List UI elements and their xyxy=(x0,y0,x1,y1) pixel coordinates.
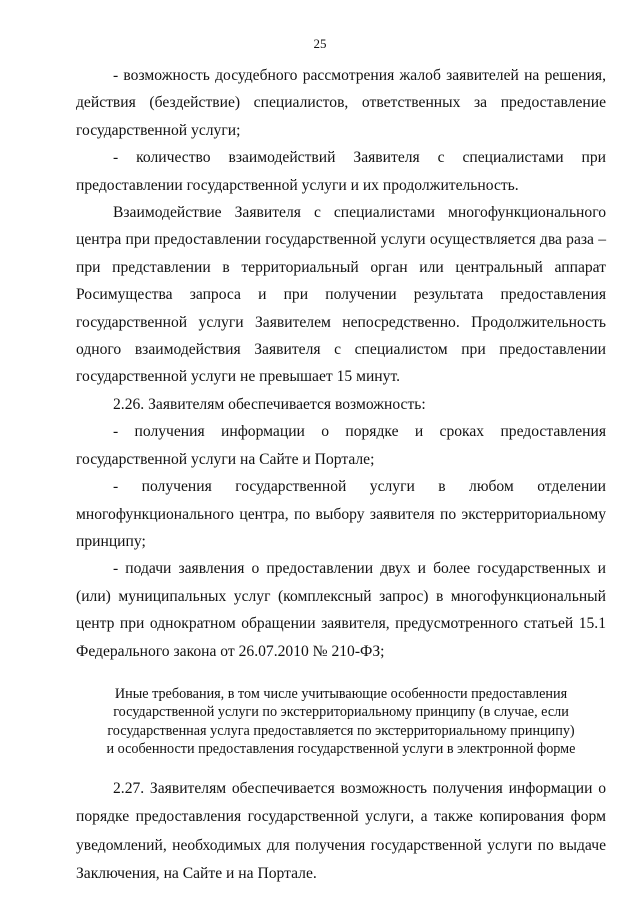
paragraph-info-obtaining: - получения информации о порядке и сроках предоставления государственной услуги на Сайте и Портале; xyxy=(76,423,606,468)
paragraph-interaction-count: - количество взаимодействий Заявителя с специалистами при предоставлении государственной услуги и их продолжительность. xyxy=(76,149,606,194)
section-heading-line: государственная услуга предоставляется по экстерриториальному принципу) xyxy=(107,722,575,739)
paragraph-appeal-possibility: - возможность досудебного рассмотрения жалоб заявителей на решения, действия (бездействие) специалистов, ответственных за предоставление государственной услуги; xyxy=(76,67,606,139)
paragraph-2-27: 2.27. Заявителям обеспечивается возможность получения информации о порядке предоставления государственной услуги, а также копирования форм уведомлений, необходимых для получения государственной услуги по выдаче Заключения, на Сайте и на Портале. xyxy=(76,779,606,883)
section-heading-line: государственной услуги по экстерриториальному принципу (в случае, если xyxy=(113,704,569,721)
paragraph-interaction-description: Взаимодействие Заявителя с специалистами многофункционального центра при предоставлении государственной услуги осуществляется два раза – при представлении в территориальный орган или центральный аппарат Росимущества запроса и при получении результата предоставления государственной услуги Заявителем непосредственно. Продолжительность одного взаимодействия Заявителя с специалистом при предоставлении государственной услуги не превышает 15 минут. xyxy=(76,204,606,386)
section-heading-line: и особенности предоставления государственной услуги в электронной форме xyxy=(106,741,576,758)
paragraph-complex-request: - подачи заявления о предоставлении двух и более государственных и (или) муниципальных услуг (комплексный запрос) в многофункциональный центр при однократном обращении заявителя, предусмотренного статьей 15.1 Федерального закона от 26.07.2010 № 210-ФЗ; xyxy=(76,560,606,660)
section-heading-line: Иные требования, в том числе учитывающие особенности предоставления xyxy=(114,685,568,702)
section-heading xyxy=(76,685,606,759)
document-body xyxy=(76,62,606,889)
paragraph-2-26-intro: 2.26. Заявителям обеспечивается возможность: xyxy=(113,395,426,413)
page-number: 25 xyxy=(313,36,327,51)
paragraph-service-obtaining: - получения государственной услуги в любом отделении многофункционального центра, по выбору заявителя по экстерриториальному принципу; xyxy=(76,478,606,550)
